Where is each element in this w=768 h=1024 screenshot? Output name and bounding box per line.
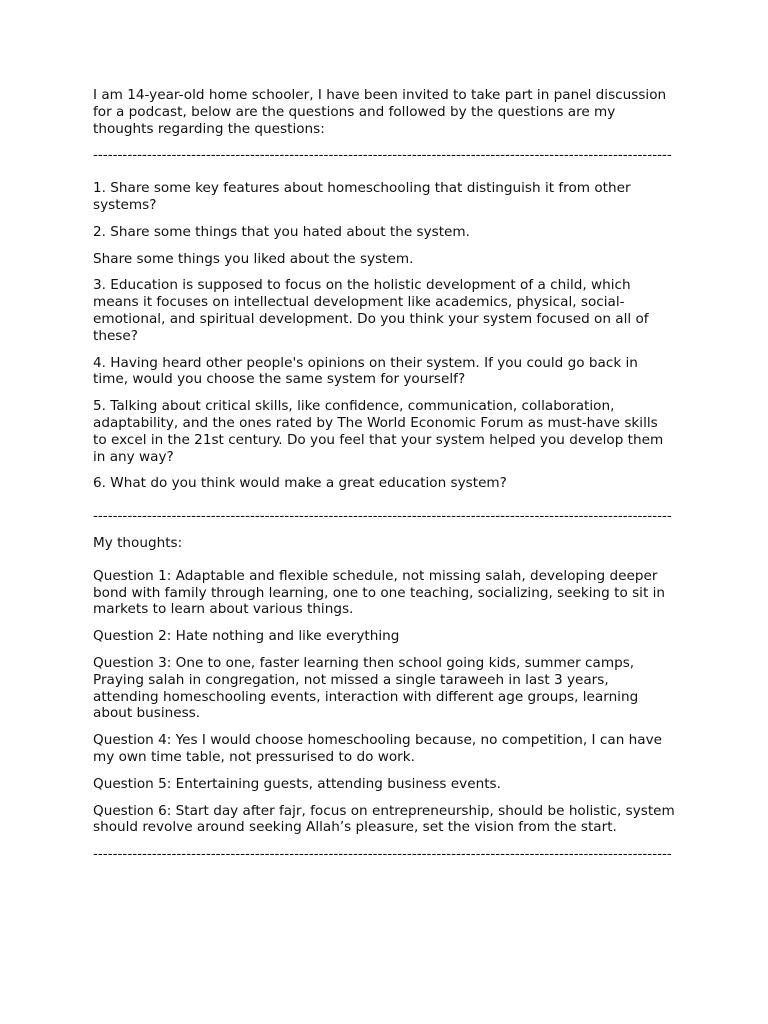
separator-line: ---------------------------------------------------------------------------------------------------------------------- — [93, 508, 672, 525]
question-6: 6. What do you think would make a great education system? — [93, 475, 507, 492]
answer-6: Question 6: Start day after fajr, focus on entrepreneurship, should be holistic, system should revolve around seeking Allah’s pleasure, set the vision from the start. — [93, 802, 675, 836]
question-4: 4. Having heard other people's opinions on their system. If you could go back in time, would you choose the same system for yourself? — [93, 354, 638, 388]
document-page — [93, 87, 675, 863]
question-1: 1. Share some key features about homeschooling that distinguish it from other systems? — [93, 180, 631, 213]
question-2-followup: Share some things you liked about the system. — [93, 250, 414, 267]
answer-2: Question 2: Hate nothing and like everything — [93, 628, 400, 645]
separator-line: ---------------------------------------------------------------------------------------------------------------------- — [93, 846, 672, 863]
thoughts-heading: My thoughts: — [93, 534, 183, 551]
answer-4: Question 4: Yes I would choose homeschooling because, no competition, I can have my own time table, not pressurised to do work. — [93, 732, 662, 765]
answer-5: Question 5: Entertaining guests, attending business events. — [93, 775, 501, 792]
intro-paragraph: I am 14-year-old home schooler, I have been invited to take part in panel discussion for a podcast, below are the questions and followed by the questions are my thoughts regarding the questions: — [93, 87, 667, 137]
answer-3: Question 3: One to one, faster learning then school going kids, summer camps, Praying salah in congregation, not missed a single taraweeh in last 3 years, attending homeschooling events, interaction with different age groups, learning about business. — [93, 654, 639, 722]
separator-line: ---------------------------------------------------------------------------------------------------------------------- — [93, 147, 672, 164]
answer-1: Question 1: Adaptable and flexible schedule, not missing salah, developing deeper bond with family through learning, one to one teaching, socializing, seeking to sit in markets to learn about various things. — [93, 567, 665, 618]
question-5: 5. Talking about critical skills, like confidence, communication, collaboration, adaptability, and the ones rated by The World Economic Forum as must-have skills to excel in the 21st century. Do you feel that your system helped you develop them in any way? — [93, 398, 664, 465]
question-3: 3. Education is supposed to focus on the holistic development of a child, which means it focuses on intellectual development like academics, physical, social-emotional, and spiritual development. Do you think your system focused on all of these? — [93, 277, 649, 344]
question-2: 2. Share some things that you hated about the system. — [93, 223, 470, 240]
